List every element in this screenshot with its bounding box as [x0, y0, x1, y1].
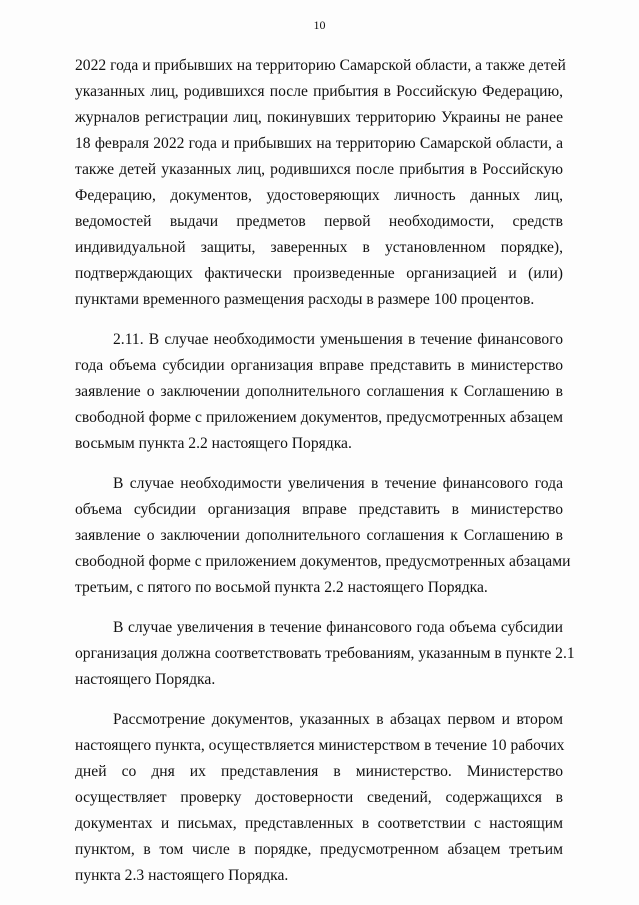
paragraph [75, 327, 563, 457]
text-line: свободной форме с приложением документов, предусмотренных абзацем [75, 409, 563, 426]
text-line: 2.11. В случае необходимости уменьшения в течение финансового [113, 331, 563, 348]
paragraph-gap [75, 457, 563, 471]
paragraph [75, 471, 571, 601]
text-line: также детей указанных лиц, родившихся после прибытия в Российскую [75, 161, 563, 178]
document-body [75, 53, 575, 889]
text-line: подтверждающих фактически произведенные организацией и (или) [75, 265, 563, 282]
page-number: 10 [313, 18, 326, 32]
text-line: третьим, с пятого по восьмой пункта 2.2 настоящего Порядка. [75, 579, 488, 596]
text-line: заявление о заключении дополнительного соглашения к Соглашению в [75, 383, 563, 400]
text-line: В случае необходимости увеличения в течение финансового года [113, 475, 563, 492]
paragraph-gap [75, 693, 563, 707]
paragraph [75, 707, 563, 889]
text-line: ведомостей выдачи предметов первой необходимости, средств [75, 213, 563, 230]
paragraph-gap [75, 313, 563, 327]
text-line: Федерацию, документов, удостоверяющих личность данных лиц, [75, 187, 563, 204]
text-line: Рассмотрение документов, указанных в абзацах первом и втором [113, 711, 563, 728]
text-line: настоящего пункта, осуществляется министерством в течение 10 рабочих [75, 737, 565, 754]
text-line: объема субсидии организация вправе представить в министерство [75, 501, 563, 518]
text-line: документах и письмах, представленных в соответствии с настоящим [75, 815, 563, 832]
text-line: 2022 года и прибывших на территорию Самарской области, а также детей [75, 57, 566, 74]
text-line: организация должна соответствовать требованиям, указанным в пункте 2.1 [75, 645, 575, 662]
text-line: восьмым пункта 2.2 настоящего Порядка. [75, 435, 352, 452]
text-line: дней со дня их представления в министерство. Министерство [75, 763, 563, 780]
paragraph [75, 615, 575, 693]
text-line: настоящего Порядка. [75, 671, 216, 688]
text-line: В случае увеличения в течение финансового года объема субсидии [113, 619, 563, 636]
text-line: пункта 2.3 настоящего Порядка. [75, 867, 289, 884]
text-line: пунктом, в том числе в порядке, предусмотренном абзацем третьим [75, 841, 563, 858]
text-line: пунктами временного размещения расходы в размере 100 процентов. [75, 291, 535, 308]
text-line: свободной форме с приложением документов, предусмотренных абзацами [75, 553, 571, 570]
text-line: индивидуальной защиты, заверенных в установленном порядке), [75, 239, 563, 256]
text-line: осуществляет проверку достоверности сведений, содержащихся в [75, 789, 563, 806]
paragraph [75, 53, 566, 313]
text-line: журналов регистрации лиц, покинувших территорию Украины не ранее [75, 109, 563, 126]
text-line: года объема субсидии организация вправе представить в министерство [75, 357, 563, 374]
text-line: заявление о заключении дополнительного соглашения к Соглашению в [75, 527, 563, 544]
paragraph-gap [75, 601, 563, 615]
text-line: указанных лиц, родившихся после прибытия в Российскую Федерацию, [75, 83, 563, 100]
text-line: 18 февраля 2022 года и прибывших на территорию Самарской области, а [75, 135, 563, 152]
